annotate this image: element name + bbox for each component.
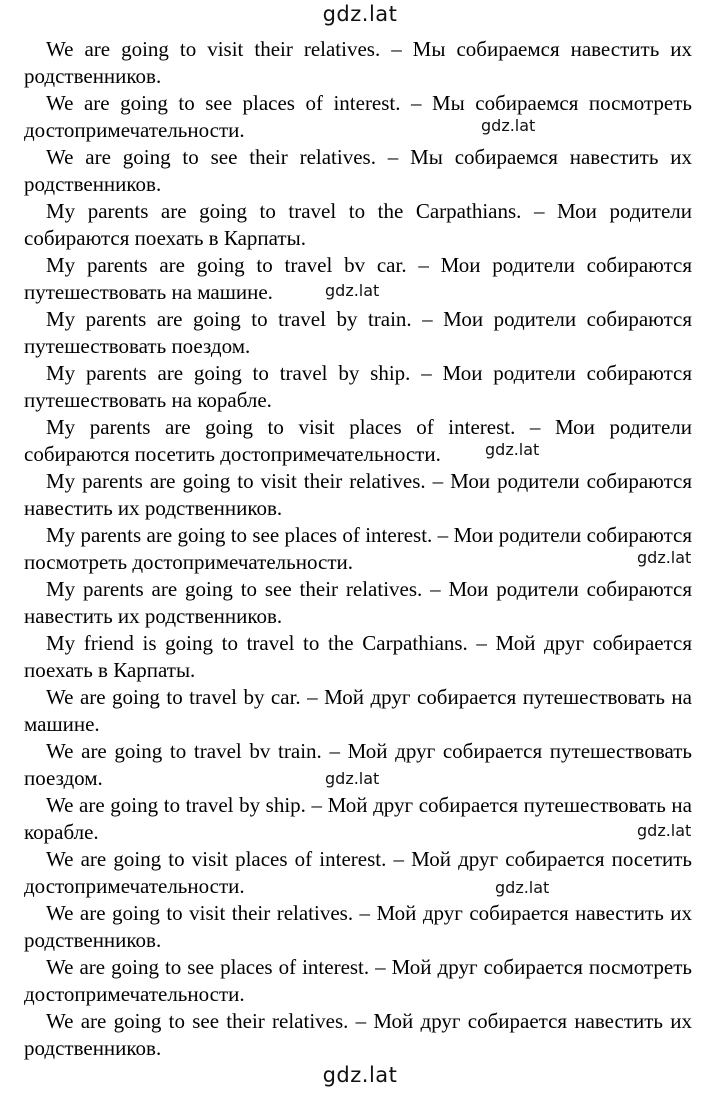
paragraph: My parents are going to see their relatives. – Мои родители собираются навестить их родственников. [24,577,692,628]
watermark: gdz.lat [325,281,380,300]
watermark: gdz.lat [325,769,380,788]
paragraph: We are going to travel by ship. – Мой друг собирается путешествовать на корабле. [24,793,692,844]
header-watermark: gdz.lat [322,2,398,26]
paragraph: My parents are going to visit their relatives. – Мои родители собираются навестить их родственников. [24,469,692,520]
paragraph: My parents are going to visit places of interest. – Мои родители собираются посетить достопримечательности. [24,415,692,466]
watermark: gdz.lat [637,548,692,567]
paragraph: My parents are going to travel by train. – Мои родители собираются путешествовать поездом. [24,307,692,358]
watermark: gdz.lat [481,116,536,135]
paragraph: We are going to visit places of interest. – Мой друг собирается посетить достопримечательности. [24,847,692,898]
paragraph: My parents are going to see places of interest. – Мои родители собираются посмотреть достопримечательности. [24,523,692,574]
paragraph: We are going to see their relatives. – Мой друг собирается навестить их родственников. [24,1009,692,1060]
paragraph: My parents are going to travel to the Carpathians. – Мои родители собираются поехать в Карпаты. [24,199,692,250]
paragraph: We are going to visit their relatives. – Мой друг собирается навестить их родственников. [24,901,692,952]
paragraph: My friend is going to travel to the Carpathians. – Мой друг собирается поехать в Карпаты. [24,631,692,682]
watermark: gdz.lat [495,878,550,897]
paragraph: We are going to see places of interest. – Мы собираемся посмотреть достопримечательности. [24,91,692,142]
paragraph: My parents are going to travel by ship. – Мои родители собираются путешествовать на корабле. [24,361,692,412]
paragraph: We are going to visit their relatives. – Мы собираемся навестить их родственников. [24,37,692,88]
watermark: gdz.lat [485,440,540,459]
paragraph: We are going to travel by car. – Мой друг собирается путешествовать на машине. [24,685,692,736]
paragraph: My parents are going to travel bv car. – Мои родители собираются путешествовать на машине. [24,253,692,304]
watermark: gdz.lat [637,821,692,840]
paragraph: We are going to see places of interest. – Мой друг собирается посмотреть достопримечательности. [24,955,692,1006]
paragraph: We are going to travel bv train. – Мой друг собирается путешествовать поездом. [24,739,692,790]
document-body [24,36,692,1062]
paragraph: We are going to see their relatives. – Мы собираемся навестить их родственников. [24,145,692,196]
footer-watermark: gdz.lat [322,1063,398,1087]
